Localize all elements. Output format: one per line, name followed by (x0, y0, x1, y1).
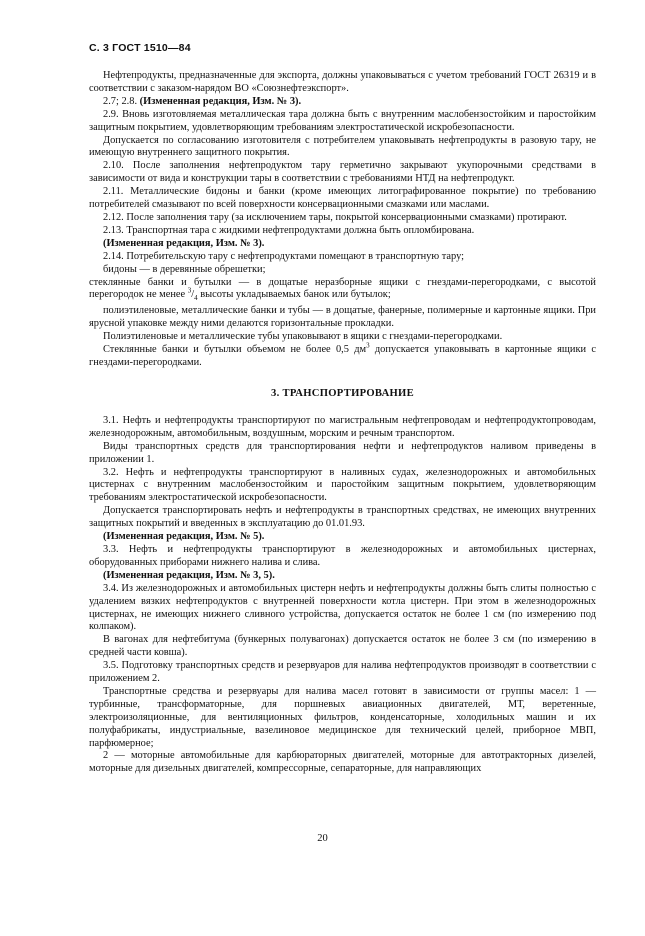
paragraph-2-14-tubes: Полиэтиленовые и металлические тубы упаковывают в ящики с гнездами-перегородками. (103, 331, 503, 343)
paragraph-3-4-bitumen: В вагонах для нефтебитума (бункерных полувагонах) допускается остаток не более 3 см (по измерению в средней части ковша). (89, 634, 596, 659)
section-3-body (89, 415, 596, 776)
amendment-note: (Измененная редакция, Изм. № 3). (139, 95, 302, 107)
paragraph-3-5-group-2: 2 — моторные автомобильные для карбюраторных двигателей, моторные для автотракторных дизелей, моторные для дизельных двигателей, компрессорные, сепараторные, для направляющих (89, 750, 596, 775)
paragraph-2-9: 2.9. Вновь изготовляемая металлическая тара должна быть с внутренним маслобензостойким и паростойким защитным покрытием, удовлетворяющим требованиям электростатической искробезопасности. (89, 108, 596, 133)
paragraph-3-3: 3.3. Нефть и нефтепродукты транспортируют в железнодорожных и автомобильных цистернах, оборудованных приборами нижнего налива и слива. (89, 543, 596, 568)
paragraph-2-14-glass: стеклянные банки и бутылки — в дощатые неразборные ящики с гнездами-перегородками, с высотой перегородок не менее $^3/_4$ высоты укладываемых банок или бутылок; (89, 276, 596, 303)
paragraph-2-14-polyethylene: полиэтиленовые, металлические банки и тубы — в дощатые, фанерные, полимерные и картонные ящики. При ярусной упаковке между ними делаются горизонтальные прокладки. (89, 305, 596, 330)
amendment-note: (Измененная редакция, Изм. № 3, 5). (103, 569, 275, 581)
clause-number-2-7-2-8: 2.7; 2.8. (103, 95, 138, 107)
paragraph-2-14: 2.14. Потребительскую тару с нефтепродуктами помещают в транспортную тару; (103, 250, 465, 262)
section-2-continuation (89, 70, 596, 370)
paragraph-3-1: 3.1. Нефть и нефтепродукты транспортируют по магистральным нефтепроводам и нефтепродуктопроводам, железнодорожным, автомобильным, воздушным, морским и речным транспортом. (89, 414, 596, 439)
paragraph-3-1-appendix: Виды транспортных средств для транспортирования нефти и нефтепродуктов наливом приведены в приложении 1. (89, 440, 596, 465)
paragraph-3-4: 3.4. Из железнодорожных и автомобильных цистерн нефть и нефтепродукты должны быть слиты полностью с удалением вязких нефтепродуктов с внутренней поверхности котла цистерн. При этом в железнодорожных цистернах, не имеющих нижнего сливного устройства, допускается остаток не более 1 см (по измерению под колпаком). (89, 582, 596, 633)
paragraph-2-13: 2.13. Транспортная тара с жидкими нефтепродуктами должна быть опломбирована. (103, 224, 475, 236)
paragraph-2-7-2-8 (89, 96, 596, 109)
amendment-note: (Измененная редакция, Изм. № 3). (103, 237, 265, 249)
paragraph-2-14-cans: бидоны — в деревянные обрешетки; (103, 263, 266, 275)
paragraph-3-5-groups: Транспортные средства и резервуары для налива масел готовят в зависимости от группы масел: 1 — турбинные, трансформаторные, для поршневых авиационных двигателей, МТ, веретенные, электроизоляционные, для вентиляционных фильтров, конденсаторные, холодильных машин и их полуфабрикаты, индустриальные, вазелиновое медицинское для технический целей, приборное МВП, парфюмерное; (89, 685, 596, 749)
paragraph-2-10: 2.10. После заполнения нефтепродуктом тару герметично закрывают укупорочными средствами в зависимости от вида и конструкции тары в соответствии с требованиями НТД на нефтепродукт. (89, 160, 596, 185)
paragraph-3-5: 3.5. Подготовку транспортных средств и резервуаров для налива нефтепродуктов производят в соответствии с приложением 2. (89, 660, 596, 685)
paragraph-2-12: 2.12. После заполнения тару (за исключением тары, покрытой консервационными смазками) протирают. (103, 211, 567, 223)
amendment-note: (Измененная редакция, Изм. № 5). (103, 531, 265, 543)
document-page (89, 42, 596, 776)
section-title-transport: 3. ТРАНСПОРТИРОВАНИЕ (271, 387, 414, 399)
paragraph-2-14-cardboard: Стеклянные банки и бутылки объемом не более 0,5 $дм^3$ допускается упаковывать в картонные ящики с гнездами-перегородками. (89, 341, 596, 369)
paragraph-3-2-allowance: Допускается транспортировать нефть и нефтепродукты в транспортных средствах, не имеющих внутренних защитных покрытий и введенных в эксплуатацию до 01.01.93. (89, 505, 596, 530)
paragraph-export-packaging: Нефтепродукты, предназначенные для экспорта, должны упаковываться с учетом требований ГОСТ 26319 и в соответствии с заказом-нарядом ВО «Союзнефтеэкспорт». (89, 70, 596, 94)
paragraph-3-2: 3.2. Нефть и нефтепродукты транспортируют в наливных судах, железнодорожных и автомобильных цистернах с внутренним маслобензостойким и паростойким защитным покрытием, удовлетворяющим требованиям электростатической искробезопасности. (89, 466, 596, 504)
page-number: 20 (317, 833, 328, 844)
page-header: С. 3 ГОСТ 1510—84 (89, 42, 191, 54)
paragraph-2-9-allowance: Допускается по согласованию изготовителя с потребителем упаковывать нефтепродукты в разовую тару, не имеющую внутреннего защитного покрытия. (89, 134, 596, 159)
paragraph-2-11: 2.11. Металлические бидоны и банки (кроме имеющих литографированное покрытие) по требованию потребителей смазывают по всей поверхности консервационными смазками или маслами. (89, 186, 596, 211)
